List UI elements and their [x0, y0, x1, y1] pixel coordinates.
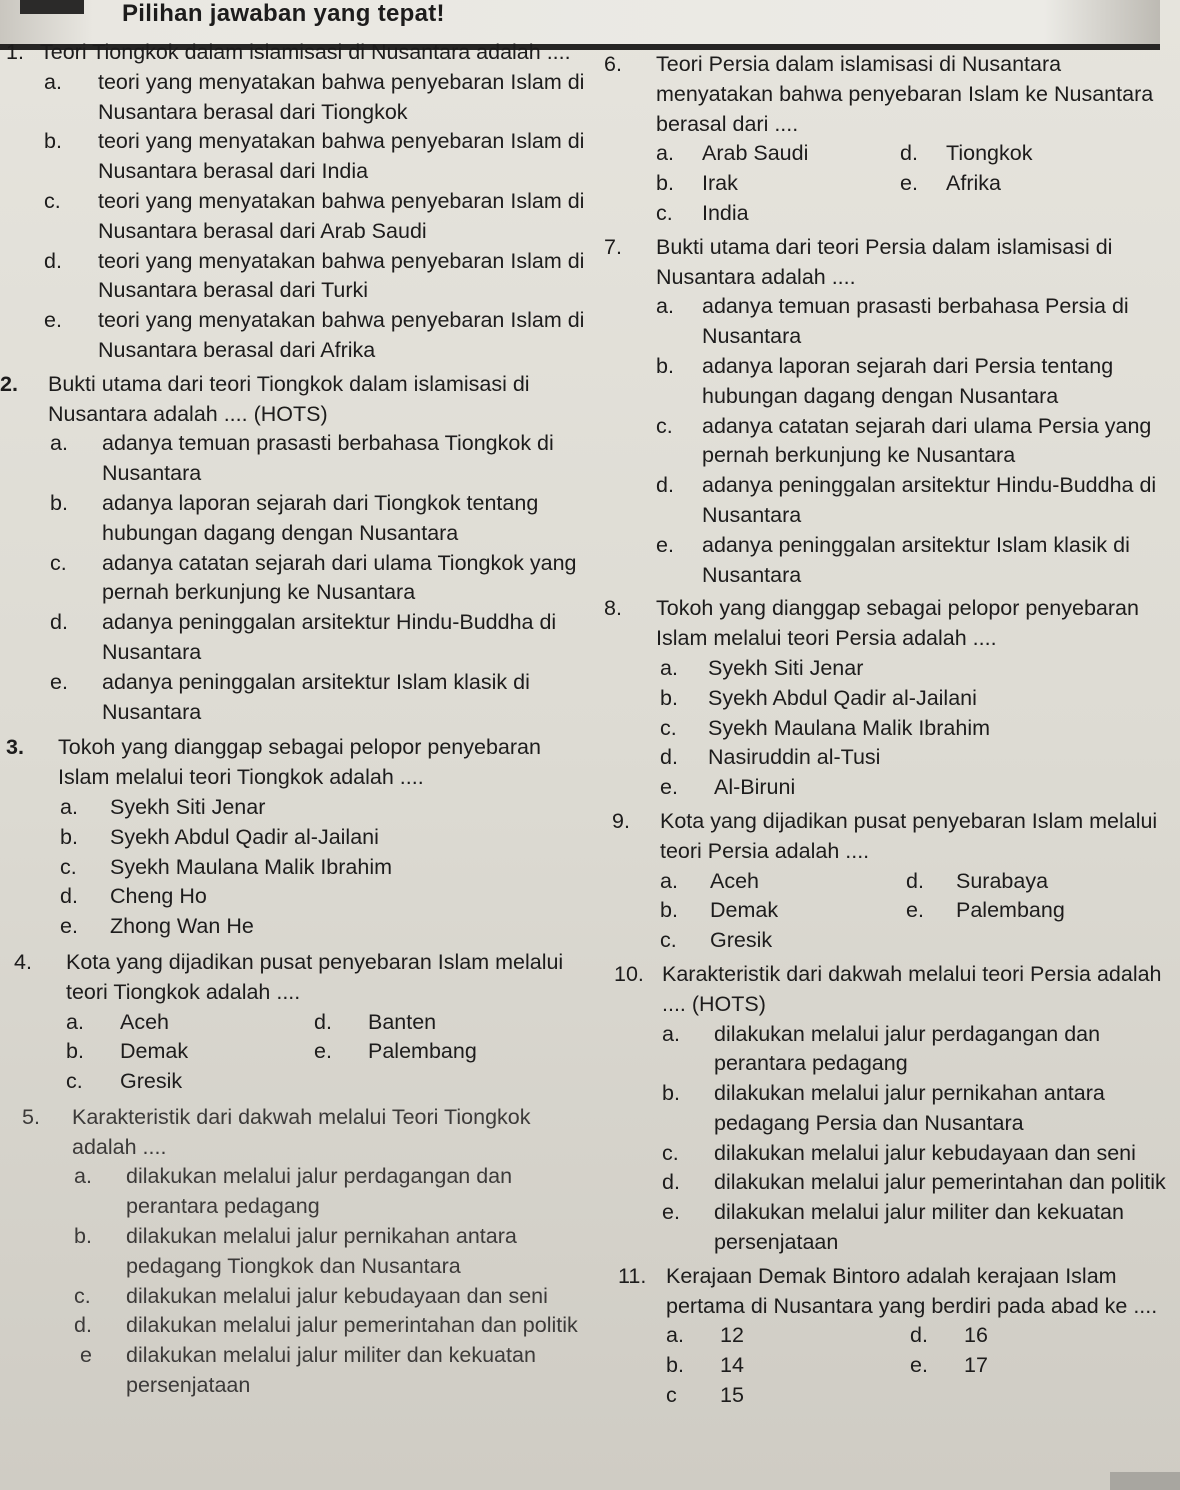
option-text: adanya peninggalan arsitektur Islam klasik di Nusantara [702, 532, 1130, 587]
option-c[interactable] [660, 926, 772, 956]
option-text: adanya peninggalan arsitektur Hindu-Buddha di Nusantara [102, 610, 557, 664]
question-stem: Teori Persia dalam islamisasi di Nusantara menyatakan bahwa penyebaran Islam ke Nusantara berasal dari .... [656, 52, 1154, 136]
option-e[interactable] [0, 1341, 590, 1401]
option-a[interactable] [604, 292, 1180, 352]
option-b[interactable] [0, 823, 590, 853]
option-text: Aceh [710, 868, 760, 893]
option-text: dilakukan melalui jalur militer dan kekuatan persenjataan [714, 1200, 1124, 1255]
option-text: 17 [964, 1353, 988, 1378]
options-row [604, 1381, 1180, 1411]
option-c[interactable] [666, 1381, 744, 1411]
option-text: adanya temuan prasasti berbahasa Tiongkok di Nusantara [102, 431, 554, 486]
option-text: dilakukan melalui jalur perdagangan dan perantara pedagang [126, 1164, 513, 1219]
options-row [0, 1037, 590, 1067]
option-letter: d. [60, 884, 78, 909]
option-b[interactable] [604, 684, 1180, 714]
option-letter: b. [666, 1353, 684, 1378]
option-text: Surabaya [956, 868, 1049, 893]
question-number: 1. [6, 40, 24, 64]
option-d[interactable] [910, 1321, 988, 1351]
option-text: adanya catatan sejarah dari ulama Persia yang pernah berkunjung ke Nusantara [702, 413, 1152, 468]
option-letter: d. [656, 473, 674, 498]
option-text: 15 [720, 1383, 744, 1408]
page-corner-shadow [1110, 1472, 1180, 1490]
option-text: Cheng Ho [110, 884, 207, 909]
option-a[interactable] [0, 429, 590, 489]
option-d[interactable] [900, 139, 1032, 169]
option-text: teori yang menyatakan bahwa penyebaran Islam di Nusantara berasal dari Tiongkok [98, 69, 585, 124]
question-stem: Tokoh yang dianggap sebagai pelopor penyebaran Islam melalui teori Persia adalah .... [656, 596, 1139, 651]
options-row [604, 867, 1180, 897]
question-number: 2. [0, 371, 18, 396]
option-text: Tiongkok [946, 141, 1033, 166]
option-b[interactable] [660, 896, 778, 926]
option-c[interactable] [66, 1067, 182, 1097]
option-text: Gresik [120, 1069, 183, 1094]
option-text: Syekh Siti Jenar [708, 655, 864, 680]
option-c[interactable] [604, 412, 1180, 472]
option-b[interactable] [656, 169, 738, 199]
options-row [604, 139, 1180, 169]
option-letter: d. [314, 1009, 332, 1034]
option-text: Gresik [710, 928, 773, 953]
option-letter: c. [44, 188, 61, 213]
option-e[interactable] [906, 896, 1065, 926]
option-text: teori yang menyatakan bahwa penyebaran Islam di Nusantara berasal dari Turki [98, 248, 585, 303]
option-text: Syekh Abdul Qadir al-Jailani [110, 824, 379, 849]
option-text: 16 [964, 1323, 988, 1348]
option-letter: b. [656, 171, 674, 196]
option-text: dilakukan melalui jalur pemerintahan dan politik [714, 1170, 1166, 1195]
option-letter: c. [66, 1069, 83, 1094]
option-text: dilakukan melalui jalur militer dan kekuatan persenjataan [126, 1343, 536, 1398]
option-letter: b. [662, 1081, 680, 1106]
option-letter: e. [660, 775, 678, 800]
option-letter: e. [44, 308, 62, 333]
option-letter: c. [660, 715, 677, 740]
options-row [604, 169, 1180, 199]
option-d[interactable] [314, 1008, 436, 1038]
option-text: adanya peninggalan arsitektur Islam klasik di Nusantara [102, 669, 530, 724]
option-text: Demak [120, 1039, 189, 1064]
option-b[interactable] [0, 489, 590, 549]
option-letter: a. [666, 1323, 684, 1348]
option-text: Palembang [956, 898, 1065, 923]
question-stem: Kota yang dijadikan pusat penyebaran Islam melalui teori Persia adalah .... [660, 808, 1158, 863]
option-letter: e. [910, 1353, 928, 1378]
option-e[interactable] [910, 1351, 988, 1381]
question-9 [604, 807, 1180, 956]
options-row [604, 199, 1180, 229]
option-c[interactable] [604, 1139, 1180, 1169]
option-letter: a. [656, 141, 674, 166]
question-5 [0, 1103, 590, 1401]
question-stem: Kota yang dijadikan pusat penyebaran Islam melalui teori Tiongkok adalah .... [66, 949, 564, 1004]
option-d[interactable] [0, 882, 590, 912]
options-row [604, 926, 1180, 956]
option-letter: c. [656, 413, 673, 438]
question-10 [604, 960, 1180, 1258]
option-text: adanya laporan sejarah dari Tiongkok tentang hubungan dagang dengan Nusantara [102, 490, 539, 545]
question-4 [0, 948, 590, 1097]
option-e[interactable] [0, 912, 590, 942]
question-number: 3. [6, 735, 24, 760]
option-c[interactable] [656, 199, 749, 229]
option-b[interactable] [666, 1351, 744, 1381]
option-e[interactable] [314, 1037, 477, 1067]
option-d[interactable] [0, 1311, 590, 1341]
option-text: teori yang menyatakan bahwa penyebaran Islam di Nusantara berasal dari Afrika [98, 308, 585, 362]
question-number: 11. [618, 1263, 647, 1288]
option-a[interactable] [0, 68, 590, 128]
option-letter: a. [66, 1009, 84, 1034]
question-6 [604, 50, 1180, 229]
option-text: Banten [368, 1009, 437, 1034]
option-text: Syekh Siti Jenar [110, 794, 266, 819]
option-text: 12 [720, 1323, 744, 1348]
option-e[interactable] [604, 531, 1180, 591]
option-c[interactable] [0, 853, 590, 883]
question-number: 8. [604, 596, 622, 621]
option-letter: e. [656, 532, 674, 557]
option-letter: b. [660, 898, 678, 923]
option-text: dilakukan melalui jalur kebudayaan dan seni [714, 1140, 1136, 1165]
question-number: 4. [14, 949, 32, 974]
option-a[interactable] [604, 1020, 1180, 1080]
option-letter: d. [74, 1313, 92, 1338]
option-text: Aceh [120, 1009, 170, 1034]
question-number: 10. [614, 961, 644, 986]
option-text: Zhong Wan He [110, 914, 254, 939]
options-row [0, 1067, 590, 1097]
question-8 [604, 594, 1180, 803]
option-d[interactable] [604, 743, 1180, 773]
option-a[interactable] [660, 867, 759, 897]
options-row [604, 1321, 1180, 1351]
option-letter: e. [906, 898, 924, 923]
option-c[interactable] [0, 1282, 590, 1312]
question-number: 9. [612, 808, 630, 833]
option-letter: a. [44, 69, 62, 94]
option-letter: e. [900, 171, 918, 196]
option-letter: a. [662, 1021, 680, 1046]
right-column [604, 50, 1180, 1415]
option-b[interactable] [604, 352, 1180, 412]
question-stem: Tokoh yang dianggap sebagai pelopor penyebaran Islam melalui teori Tiongkok adalah .... [58, 735, 541, 790]
option-text: adanya laporan sejarah dari Persia tentang hubungan dagang dengan Nusantara [702, 353, 1114, 408]
question-stem: Bukti utama dari teori Persia dalam islamisasi di Nusantara adalah .... [656, 234, 1113, 289]
option-letter: c. [656, 200, 673, 225]
question-11 [604, 1262, 1180, 1411]
option-letter: e [80, 1343, 92, 1368]
option-d[interactable] [0, 608, 590, 668]
option-letter: c. [60, 854, 77, 879]
question-number: 5. [22, 1104, 40, 1129]
section-title: Pilihan jawaban yang tepat! [122, 0, 445, 27]
option-b[interactable] [0, 1222, 590, 1282]
question-number: 6. [604, 52, 622, 76]
option-letter: b. [44, 129, 62, 154]
option-letter: d. [662, 1170, 680, 1195]
option-letter: c. [662, 1140, 679, 1165]
option-text: adanya peninggalan arsitektur Hindu-Buddha di Nusantara [702, 473, 1157, 527]
option-letter: e. [662, 1200, 680, 1225]
option-letter: d. [906, 868, 924, 893]
option-text: Syekh Maulana Malik Ibrahim [708, 715, 991, 740]
question-number: 7. [604, 234, 622, 259]
option-text: Al-Biruni [714, 775, 796, 800]
option-letter: b. [60, 824, 78, 849]
option-text: dilakukan melalui jalur perdagangan dan perantara pedagang [714, 1021, 1101, 1076]
option-letter: c. [74, 1283, 91, 1308]
option-text: Nasiruddin al-Tusi [708, 745, 881, 770]
option-letter: a. [74, 1164, 92, 1189]
question-stem: Teori Tiongkok dalam islamisasi di Nusantara adalah .... [40, 40, 571, 64]
option-letter: b. [656, 353, 674, 378]
option-c[interactable] [604, 714, 1180, 744]
option-letter: d. [44, 248, 62, 273]
option-text: 14 [720, 1353, 744, 1378]
option-text: dilakukan melalui jalur pernikahan antara pedagang Tiongkok dan Nusantara [126, 1224, 517, 1278]
option-letter: b. [66, 1039, 84, 1064]
option-e[interactable] [0, 306, 590, 366]
option-e[interactable] [900, 169, 1001, 199]
option-text: Syekh Abdul Qadir al-Jailani [708, 685, 977, 710]
option-letter: a. [660, 655, 678, 680]
option-a[interactable] [604, 654, 1180, 684]
option-letter: a. [60, 794, 78, 819]
question-7 [604, 233, 1180, 591]
option-letter: d. [50, 610, 68, 635]
option-letter: e. [50, 669, 68, 694]
option-d[interactable] [604, 471, 1180, 531]
option-c[interactable] [0, 187, 590, 247]
option-text: dilakukan melalui jalur pernikahan antara pedagang Persia dan Nusantara [714, 1081, 1105, 1135]
option-text: teori yang menyatakan bahwa penyebaran Islam di Nusantara berasal dari Arab Saudi [98, 188, 585, 243]
option-text: teori yang menyatakan bahwa penyebaran Islam di Nusantara berasal dari India [98, 129, 585, 184]
option-b[interactable] [66, 1037, 188, 1067]
option-e[interactable] [0, 668, 590, 728]
option-a[interactable] [0, 793, 590, 823]
option-text: Demak [710, 898, 779, 923]
option-text: Syekh Maulana Malik Ibrahim [110, 854, 393, 879]
option-text: Irak [702, 171, 738, 196]
option-letter: d. [900, 141, 918, 166]
left-column [0, 36, 590, 1405]
option-text: adanya catatan sejarah dari ulama Tiongkok yang pernah berkunjung ke Nusantara [102, 550, 577, 605]
option-letter: d. [910, 1323, 928, 1348]
option-letter: b. [50, 490, 68, 515]
options-row [604, 1351, 1180, 1381]
header-tab-marker [20, 0, 84, 14]
option-text: Afrika [946, 171, 1001, 196]
question-1 [0, 38, 590, 366]
option-e[interactable] [604, 1198, 1180, 1258]
option-letter: b. [660, 685, 678, 710]
option-text: India [702, 200, 749, 225]
option-text: adanya temuan prasasti berbahasa Persia di Nusantara [702, 294, 1129, 349]
question-3 [0, 733, 590, 942]
option-a[interactable] [666, 1321, 744, 1351]
options-row [0, 1008, 590, 1038]
option-a[interactable] [66, 1008, 169, 1038]
option-e[interactable] [604, 773, 1180, 803]
option-letter: a. [656, 294, 674, 319]
option-letter: a. [50, 431, 68, 456]
option-letter: b. [74, 1224, 92, 1249]
option-d[interactable] [0, 247, 590, 307]
option-letter: c [666, 1383, 677, 1408]
option-c[interactable] [0, 549, 590, 609]
option-a[interactable] [0, 1162, 590, 1222]
option-b[interactable] [604, 1079, 1180, 1139]
option-d[interactable] [906, 867, 1048, 897]
option-letter: c. [50, 550, 67, 575]
option-b[interactable] [0, 127, 590, 187]
option-letter: a. [660, 868, 678, 893]
option-letter: d. [660, 745, 678, 770]
question-stem: Kerajaan Demak Bintoro adalah kerajaan Islam pertama di Nusantara yang berdiri pada abad ke .... [666, 1263, 1158, 1318]
question-stem: Bukti utama dari teori Tiongkok dalam islamisasi di Nusantara adalah .... (HOTS) [48, 371, 530, 426]
question-stem: Karakteristik dari dakwah melalui teori Persia adalah .... (HOTS) [662, 961, 1162, 1016]
option-a[interactable] [656, 139, 808, 169]
option-letter: c. [660, 928, 677, 953]
option-letter: e. [60, 914, 78, 939]
option-text: dilakukan melalui jalur pemerintahan dan politik [126, 1313, 578, 1338]
question-stem: Karakteristik dari dakwah melalui Teori Tiongkok adalah .... [72, 1104, 531, 1159]
option-text: Palembang [368, 1039, 477, 1064]
options-row [604, 896, 1180, 926]
option-text: Arab Saudi [702, 141, 809, 166]
option-d[interactable] [604, 1168, 1180, 1198]
option-text: dilakukan melalui jalur kebudayaan dan seni [126, 1283, 548, 1308]
question-2 [0, 370, 590, 728]
option-letter: e. [314, 1039, 332, 1064]
